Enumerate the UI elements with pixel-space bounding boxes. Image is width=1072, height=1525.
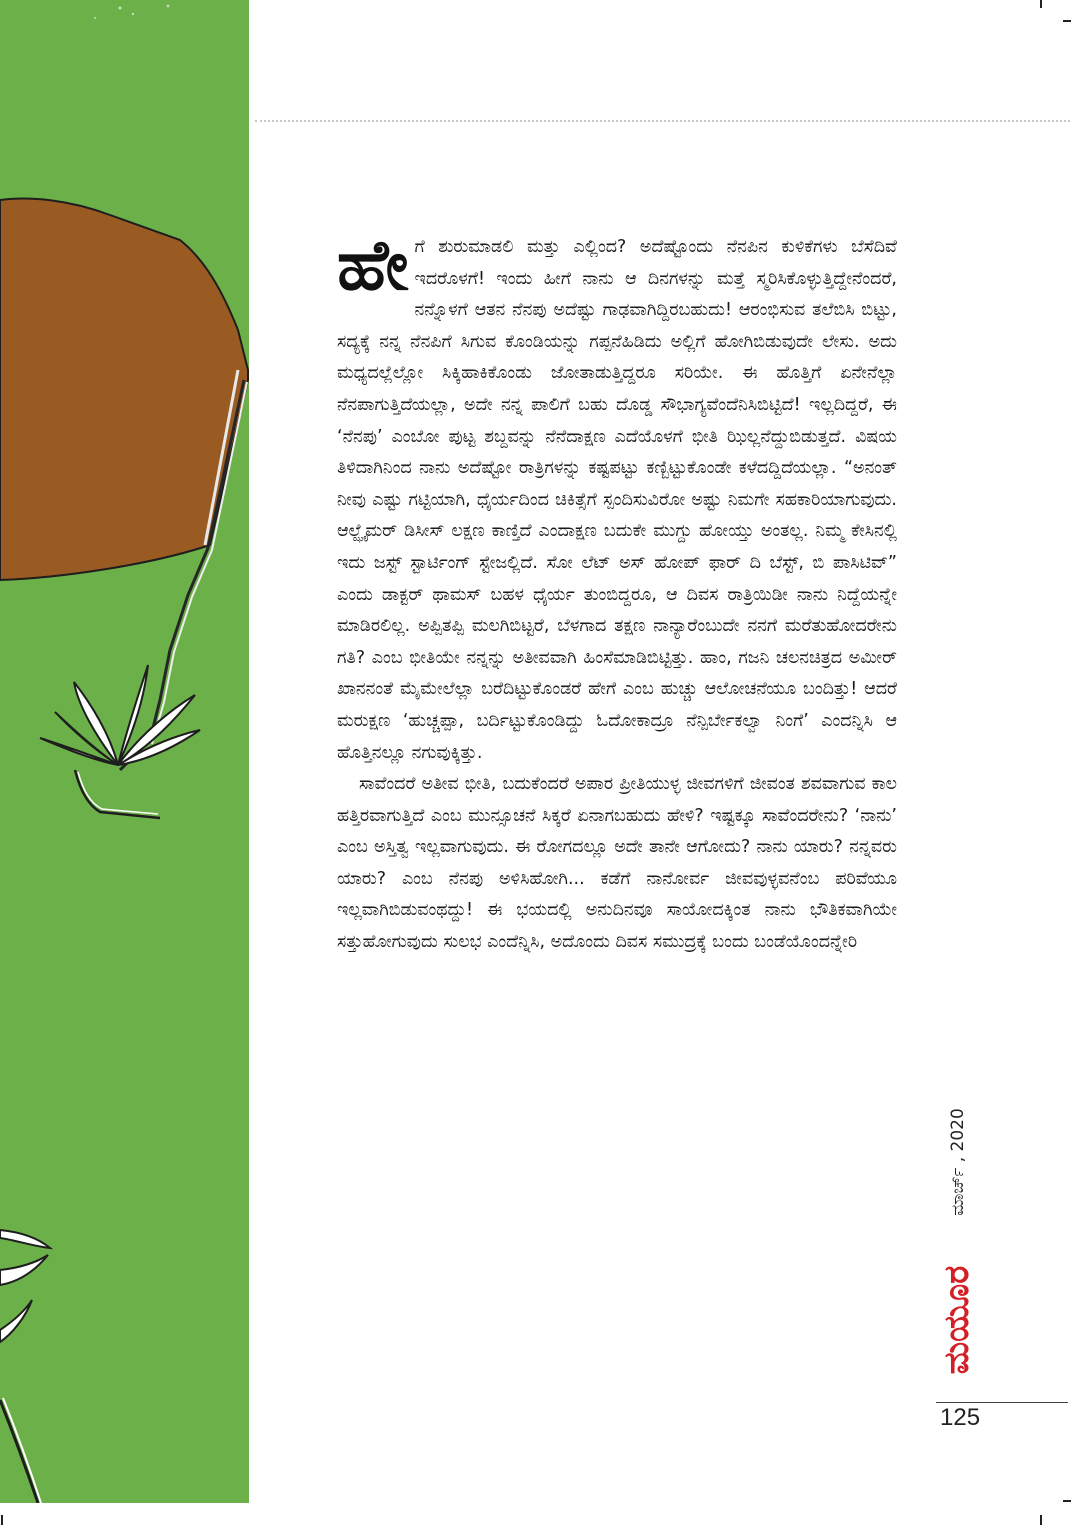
page-number: 125: [940, 1404, 981, 1431]
illustration-strip: [0, 0, 249, 1503]
issue-date-text: ಮಾರ್ಚ್ , 2020: [948, 1108, 969, 1216]
crop-mark-right-bottom: [1063, 1500, 1071, 1502]
article-body: [337, 224, 897, 959]
crop-mark-top-right: [1040, 0, 1042, 8]
crop-mark-bottom-left: [1, 1515, 3, 1525]
drop-cap: ಹೇ: [337, 224, 409, 306]
dotted-rule: [255, 120, 1070, 122]
magazine-brand: [930, 1240, 984, 1400]
article-paragraph-2: ಸಾವೆಂದರೆ ಅತೀವ ಭೀತಿ, ಬದುಕೆಂದರೆ ಅಪಾರ ಪ್ರೀತಿಯುಳ್ಳ ಜೀವಗಳಿಗೆ ಜೀವಂತ ಶವವಾಗುವ ಕಾಲ ಹತ್ತಿರವಾಗುತ್ತಿದೆ ಎಂಬ ಮುನ್ಸೂಚನೆ ಸಿಕ್ಕರೆ ಏನಾಗಬಹುದು ಹೇಳಿ? ಇಷ್ಟಕ್ಕೂ ಸಾವೆಂದರೇನು? ‘ನಾನು’ ಎಂಬ ಅಸ್ತಿತ್ವ ಇಲ್ಲವಾಗುವುದು. ಈ ರೋಗದಲ್ಲೂ ಅದೇ ತಾನೇ ಆಗೋದು? ನಾನು ಯಾರು? ನನ್ನವರು ಯಾರು? ಎಂಬ ನೆನಪು ಅಳಿಸಿಹೋಗಿ... ಕಡೆಗೆ ನಾನೋರ್ವ ಜೀವವುಳ್ಳವನೆಂಬ ಪರಿವೆಯೂ ಇಲ್ಲವಾಗಿಬಿಡುವಂಥದ್ದು! ಈ ಭಯದಲ್ಲಿ ಅನುದಿನವೂ ಸಾಯೋದಕ್ಕಿಂತ ನಾನು ಭೌತಿಕವಾಗಿಯೇ ಸತ್ತುಹೋಗುವುದು ಸುಲಭ ಎಂದೆನ್ನಿಸಿ, ಅದೊಂದು ದಿವಸ ಸಮುದ್ರಕ್ಕೆ ಬಂದು ಬಂಡೆಯೊಂದನ್ನೇರಿ: [337, 774, 897, 953]
crop-mark-right-top: [1063, 20, 1071, 22]
magazine-brand-text: ಮಯೂರ: [937, 1265, 977, 1375]
illustration: [0, 0, 249, 1503]
folio-rule: [936, 1402, 1068, 1403]
issue-date: [938, 1092, 978, 1232]
crop-mark-bottom-right: [1040, 1515, 1042, 1525]
article-paragraph-1: [337, 224, 897, 769]
paragraph-1-text: ಗೆ ಶುರುಮಾಡಲಿ ಮತ್ತು ಎಲ್ಲಿಂದ? ಅದೆಷ್ಟೊಂದು ನೆನಪಿನ ಕುಳಿಕೆಗಳು ಬೆಸೆದಿವೆ ಇದರೊಳಗೆ! ಇಂದು ಹೀಗೆ ನಾನು ಆ ದಿನಗಳನ್ನು ಮತ್ತೆ ಸ್ಮರಿಸಿಕೊಳ್ಳುತ್ತಿದ್ದೇನೆಂದರೆ, ನನ್ನೊಳಗೆ ಆತನ ನೆನಪು ಅದೆಷ್ಟು ಗಾಢವಾಗಿದ್ದಿರಬಹುದು! ಆರಂಭಿಸುವ ತಲೆಬಿಸಿ ಬಿಟ್ಟು, ಸದ್ಯಕ್ಕೆ ನನ್ನ ನೆನಪಿಗೆ ಸಿಗುವ ಕೊಂಡಿಯನ್ನು ಗಪ್ಪನೆಹಿಡಿದು ಅಲ್ಲಿಗೆ ಹೋಗಿಬಿಡುವುದೇ ಲೇಸು. ಅದು ಮಧ್ಯದಲ್ಲೆಲ್ಲೋ ಸಿಕ್ಕಿಹಾಕಿಕೊಂಡು ಜೋತಾಡುತ್ತಿದ್ದರೂ ಸರಿಯೇ. ಈ ಹೊತ್ತಿಗೆ ಏನೇನೆಲ್ಲಾ ನೆನಪಾಗುತ್ತಿದೆಯಲ್ಲಾ, ಅದೇ ನನ್ನ ಪಾಲಿಗೆ ಬಹು ದೊಡ್ಡ ಸೌಭಾಗ್ಯವೆಂದೆನಿಸಿಬಿಟ್ಟಿದೆ! ಇಲ್ಲದಿದ್ದರೆ, ಈ ‘ನೆನಪು’ ಎಂಬೋ ಪುಟ್ಟ ಶಬ್ದವನ್ನು ನೆನೆದಾಕ್ಷಣ ಎದೆಯೊಳಗೆ ಭೀತಿ ಝಿಲ್ಲನೆದ್ದುಬಿಡುತ್ತದೆ. ವಿಷಯ ತಿಳಿದಾಗಿನಿಂದ ನಾನು ಅದೆಷ್ಟೋ ರಾತ್ರಿಗಳನ್ನು ಕಷ್ಟಪಟ್ಟು ಕಣ್ಬಿಟ್ಟುಕೊಂಡೇ ಕಳೆದದ್ದಿದೆಯಲ್ಲಾ. “ಅನಂತ್ ನೀವು ಎಷ್ಟು ಗಟ್ಟಿಯಾಗಿ, ಧೈರ್ಯದಿಂದ ಚಿಕಿತ್ಸೆಗೆ ಸ್ಪಂದಿಸುವಿರೋ ಅಷ್ಟು ನಿಮಗೇ ಸಹಕಾರಿಯಾಗುವುದು. ಆಲ್ಝೈಮರ್ ಡಿಸೀಸ್ ಲಕ್ಷಣ ಕಾಣ್ತಿದೆ ಎಂದಾಕ್ಷಣ ಬದುಕೇ ಮುಗ್ದು ಹೋಯ್ತು ಅಂತಲ್ಲ. ನಿಮ್ಮ ಕೇಸಿನಲ್ಲಿ ಇದು ಜಸ್ಟ್ ಸ್ಟಾರ್ಟಿಂಗ್ ಸ್ಟೇಜಲ್ಲಿದೆ. ಸೋ ಲೆಟ್ ಅಸ್ ಹೋಪ್ ಫಾರ್ ದಿ ಬೆಸ್ಟ್, ಬಿ ಪಾಸಿಟಿವ್” ಎಂದು ಡಾಕ್ಟರ್ ಥಾಮಸ್ ಬಹಳ ಧೈರ್ಯ ತುಂಬಿದ್ದರೂ, ಆ ದಿವಸ ರಾತ್ರಿಯಿಡೀ ನಾನು ನಿದ್ದೆಯನ್ನೇ ಮಾಡಿರಲಿಲ್ಲ. ಅಪ್ಪಿತಪ್ಪಿ ಮಲಗಿಬಿಟ್ಟರೆ, ಬೆಳಗಾದ ತಕ್ಷಣ ನಾನ್ಯಾರೆಂಬುದೇ ನನಗೆ ಮರೆತುಹೋದರೇನು ಗತಿ? ಎಂಬ ಭೀತಿಯೇ ನನ್ನನ್ನು ಅತೀವವಾಗಿ ಹಿಂಸೆಮಾಡಿಬಿಟ್ಟಿತ್ತು. ಹಾಂ, ಗಜನಿ ಚಲನಚಿತ್ರದ ಅಮೀರ್ ಖಾನನಂತೆ ಮೈಮೇಲೆಲ್ಲಾ ಬರೆದಿಟ್ಟುಕೊಂಡರೆ ಹೇಗೆ ಎಂಬ ಹುಚ್ಚು ಆಲೋಚನೆಯೂ ಬಂದಿತ್ತು! ಆದರೆ ಮರುಕ್ಷಣ ‘ಹುಚ್ಚಪ್ಪಾ, ಬರ್ದಿಟ್ಟುಕೊಂಡಿದ್ದು ಓದೋಕಾದ್ರೂ ನೆನ್ಪಿರ್ಬೇಕಲ್ವಾ ನಿಂಗೆ’ ಎಂದನ್ನಿಸಿ ಆ ಹೊತ್ತಿನಲ್ಲೂ ನಗುವುಕ್ಕಿತ್ತು.: [337, 237, 897, 763]
